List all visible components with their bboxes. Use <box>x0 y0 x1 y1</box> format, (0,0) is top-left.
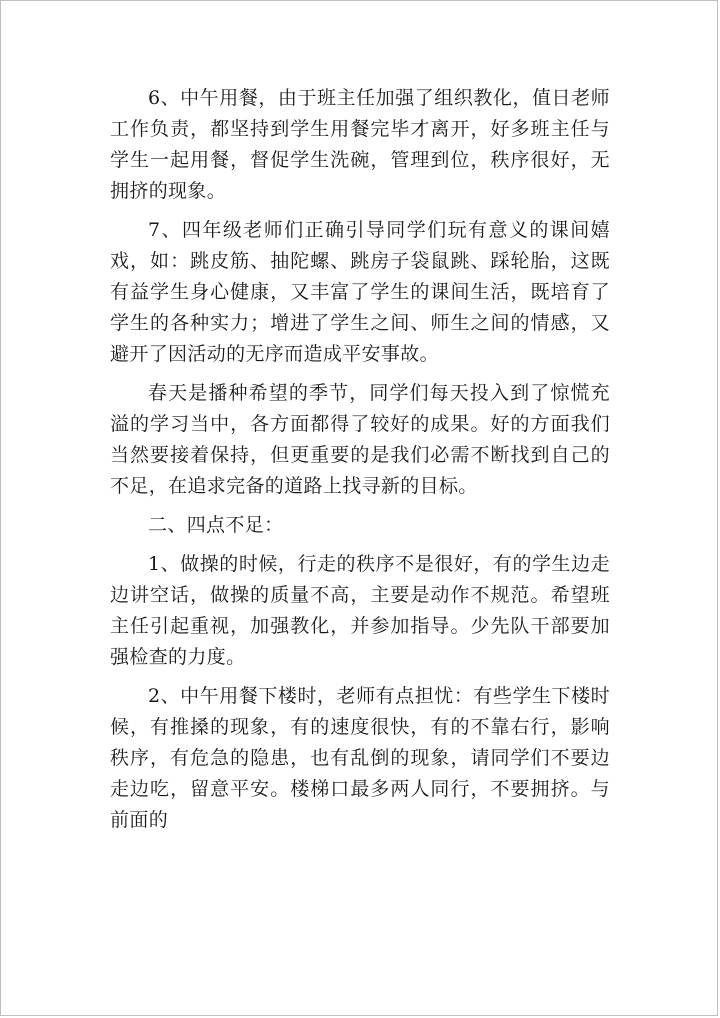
paragraph-recess-games: 7、四年级老师们正确引导同学们玩有意义的课间嬉戏，如：跳皮筋、抽陀螺、跳房子袋鼠跳、踩轮胎，这既有益学生身心健康，又丰富了学生的课间生活，既培育了学生的各种实力；增进了学生之间、师生之间的情感，又避开了因活动的无序而造成平安事故。 <box>110 219 610 365</box>
paragraph-lunch: 6、中午用餐，由于班主任加强了组织教化，值日老师工作负责，都坚持到学生用餐完毕才离开，好多班主任与学生一起用餐，督促学生洗碗，管理到位，秩序很好，无拥挤的现象。 <box>110 87 610 202</box>
body-text <box>110 83 610 836</box>
paragraph-exercise-issue: 1、做操的时候，行走的秩序不是很好，有的学生边走边讲空话，做操的质量不高，主要是动作不规范。希望班主任引起重视，加强教化，并参加指导。少先队干部要加强检查的力度。 <box>110 553 610 668</box>
paragraph-spring-summary: 春天是播种希望的季节，同学们每天投入到了惊慌充溢的学习当中，各方面都得了较好的成果。好的方面我们当然要接着保持，但更重要的是我们必需不断找到自己的不足，在追求完备的道路上找寻新的目标。 <box>110 382 610 497</box>
section-heading-shortcomings: 二、四点不足： <box>148 514 284 536</box>
paragraph-stairs-issue: 2、中午用餐下楼时，老师有点担忧：有些学生下楼时候，有推搡的现象，有的速度很快，有的不靠右行，影响秩序，有危急的隐患，也有乱倒的现象，请同学们不要边走边吃，留意平安。楼梯口最多两人同行，不要拥挤。与前面的 <box>110 685 610 831</box>
